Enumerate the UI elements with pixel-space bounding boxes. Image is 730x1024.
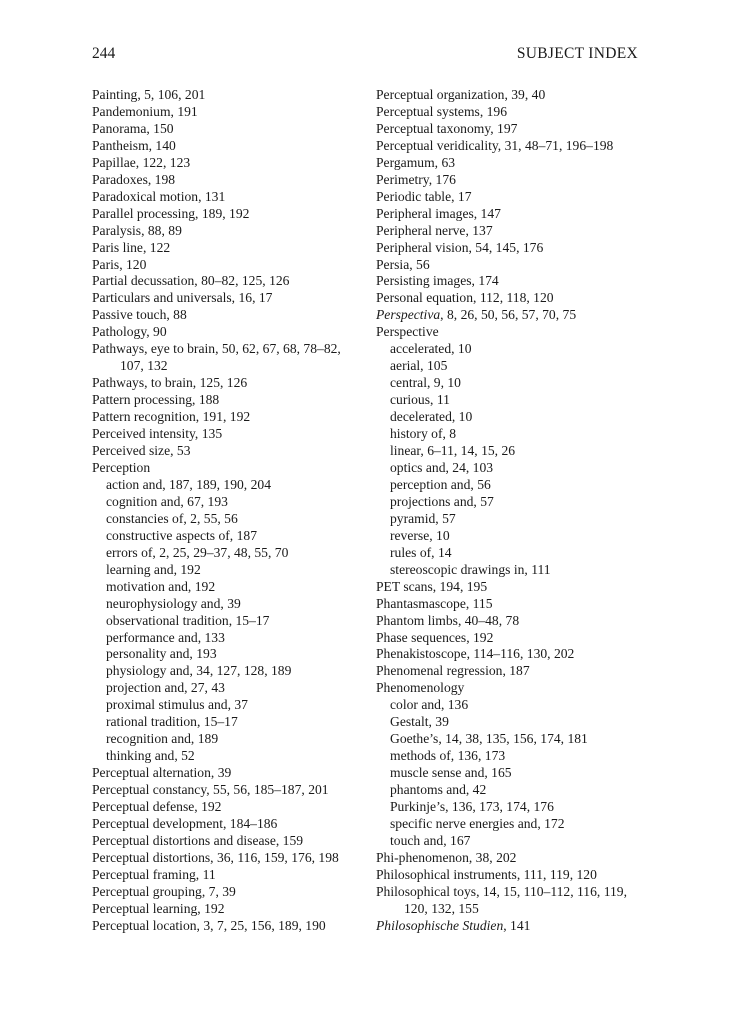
index-subentry: perception and, 56: [390, 476, 491, 492]
index-entry: Perceptual distortions and disease, 159: [92, 832, 304, 848]
index-entry: Pathways, to brain, 125, 126: [92, 375, 248, 391]
index-entry: PET scans, 194, 195: [376, 578, 488, 594]
index-subentry: constancies of, 2, 55, 56: [106, 510, 238, 526]
index-subentry: recognition and, 189: [106, 731, 219, 747]
index-entry: Perceptual alternation, 39: [92, 765, 232, 781]
index-entry: Phenomenal regression, 187: [376, 663, 530, 679]
index-subentry: constructive aspects of, 187: [106, 527, 257, 543]
index-subentry: Goethe’s, 14, 38, 135, 156, 174, 181: [390, 731, 588, 747]
index-entry: Perceived size, 53: [92, 443, 191, 459]
index-subentry: phantoms and, 42: [390, 782, 487, 798]
index-subentry: pyramid, 57: [390, 510, 456, 526]
index-subentry: rational tradition, 15–17: [106, 714, 238, 730]
index-entry: Perceived intensity, 135: [92, 426, 223, 442]
index-subentry: decelerated, 10: [390, 409, 473, 425]
index-entry: Phi-phenomenon, 38, 202: [376, 849, 517, 865]
index-subentry: optics and, 24, 103: [390, 459, 494, 475]
index-entry: Pattern processing, 188: [92, 392, 220, 408]
index-subentry: stereoscopic drawings in, 111: [390, 561, 551, 577]
index-entry: Perception: [92, 459, 151, 475]
index-entry: Paris, 120: [92, 256, 147, 272]
index-subentry: cognition and, 67, 193: [106, 493, 228, 509]
index-subentry: thinking and, 52: [106, 748, 195, 764]
index-subentry: performance and, 133: [106, 629, 225, 645]
index-entry: Perceptual organization, 39, 40: [376, 87, 546, 102]
index-entry: Peripheral vision, 54, 145, 176: [376, 239, 544, 255]
index-entry: Perceptual defense, 192: [92, 799, 222, 815]
index-entry: Passive touch, 88: [92, 307, 187, 323]
index-subentry: physiology and, 34, 127, 128, 189: [106, 663, 292, 679]
index-entry: Paradoxes, 198: [92, 171, 176, 187]
index-subentry: observational tradition, 15–17: [106, 612, 270, 628]
index-entry: Parallel processing, 189, 192: [92, 205, 250, 221]
index-entry: Partial decussation, 80–82, 125, 126: [92, 273, 290, 289]
index-entry: Persisting images, 174: [376, 273, 499, 289]
index-entry: Particulars and universals, 16, 17: [92, 290, 273, 306]
index-entry: Pathology, 90: [92, 324, 167, 340]
index-entry: Pandemonium, 191: [92, 103, 198, 119]
index-entry: Perspective: [376, 324, 439, 340]
index-entry: Peripheral nerve, 137: [376, 222, 493, 238]
running-head: SUBJECT INDEX: [516, 45, 638, 62]
index-subentry: linear, 6–11, 14, 15, 26: [390, 443, 516, 459]
index-entry: Philosophische Studien, 141: [376, 917, 531, 933]
index-subentry: rules of, 14: [390, 544, 452, 560]
index-subentry: projections and, 57: [390, 493, 494, 509]
index-entry: Phenakistoscope, 114–116, 130, 202: [376, 646, 575, 662]
index-subentry: errors of, 2, 25, 29–37, 48, 55, 70: [106, 544, 289, 560]
index-entry: Peripheral images, 147: [376, 205, 501, 221]
index-entry: Paralysis, 88, 89: [92, 222, 182, 238]
index-entry: Perspectiva, 8, 26, 50, 56, 57, 70, 75: [376, 307, 577, 323]
index-entry: Perceptual development, 184–186: [92, 815, 278, 831]
index-subentry: neurophysiology and, 39: [106, 595, 241, 611]
index-subentry: specific nerve energies and, 172: [390, 815, 565, 831]
index-subentry: Gestalt, 39: [390, 714, 449, 730]
index-entry: Pantheism, 140: [92, 137, 176, 153]
index-entry: Perceptual learning, 192: [92, 900, 225, 916]
index-entry: Philosophical instruments, 111, 119, 120: [376, 866, 597, 882]
index-entry: Perceptual distortions, 36, 116, 159, 176, 198: [92, 849, 339, 865]
index-entry: Perceptual location, 3, 7, 25, 156, 189, 190: [92, 917, 326, 933]
index-entry: Pattern recognition, 191, 192: [92, 409, 251, 425]
index-entry: Papillae, 122, 123: [92, 154, 191, 170]
index-column-left: [92, 87, 362, 935]
index-subentry: touch and, 167: [390, 832, 471, 848]
index-subentry: action and, 187, 189, 190, 204: [106, 476, 271, 492]
index-subentry: Purkinje’s, 136, 173, 174, 176: [390, 799, 554, 815]
index-subentry: muscle sense and, 165: [390, 765, 512, 781]
index-entry: Perceptual framing, 11: [92, 866, 216, 882]
index-entry: Perceptual taxonomy, 197: [376, 120, 518, 136]
index-entry: Perceptual constancy, 55, 56, 185–187, 201: [92, 782, 329, 798]
index-entry: Pathways, eye to brain, 50, 62, 67, 68, 78–82, 107, 132: [92, 341, 341, 374]
index-entry: Perceptual systems, 196: [376, 103, 508, 119]
index-entry: Phantasmascope, 115: [376, 595, 493, 611]
page-number: 244: [92, 45, 116, 62]
index-entry: Perimetry, 176: [376, 171, 456, 187]
index-column-right: [376, 87, 651, 935]
index-subentry: proximal stimulus and, 37: [106, 697, 248, 713]
index-entry: Perceptual grouping, 7, 39: [92, 883, 236, 899]
index-entry: Philosophical toys, 14, 15, 110–112, 116, 119, 120, 132, 155: [376, 883, 627, 916]
index-subentry: reverse, 10: [390, 527, 450, 543]
index-entry: Phantom limbs, 40–48, 78: [376, 612, 520, 628]
index-entry: Phase sequences, 192: [376, 629, 494, 645]
index-entry: Painting, 5, 106, 201: [92, 87, 206, 102]
index-entry: Panorama, 150: [92, 120, 174, 136]
index-subentry: accelerated, 10: [390, 341, 472, 357]
index-entry: Phenomenology: [376, 680, 465, 696]
index-subentry: color and, 136: [390, 697, 469, 713]
index-entry: Periodic table, 17: [376, 188, 472, 204]
index-subentry: personality and, 193: [106, 646, 217, 662]
index-subentry: motivation and, 192: [106, 578, 216, 594]
index-subentry: curious, 11: [390, 392, 450, 408]
index-subentry: methods of, 136, 173: [390, 748, 506, 764]
index-entry: Paradoxical motion, 131: [92, 188, 226, 204]
index-entry: Pergamum, 63: [376, 154, 456, 170]
index-subentry: projection and, 27, 43: [106, 680, 225, 696]
index-entry: Perceptual veridicality, 31, 48–71, 196–198: [376, 137, 614, 153]
index-entry: Paris line, 122: [92, 239, 171, 255]
index-entry: Persia, 56: [376, 256, 430, 272]
index-subentry: aerial, 105: [390, 358, 448, 374]
index-subentry: history of, 8: [390, 426, 457, 442]
index-entry: Personal equation, 112, 118, 120: [376, 290, 554, 306]
index-subentry: central, 9, 10: [390, 375, 461, 391]
index-subentry: learning and, 192: [106, 561, 201, 577]
